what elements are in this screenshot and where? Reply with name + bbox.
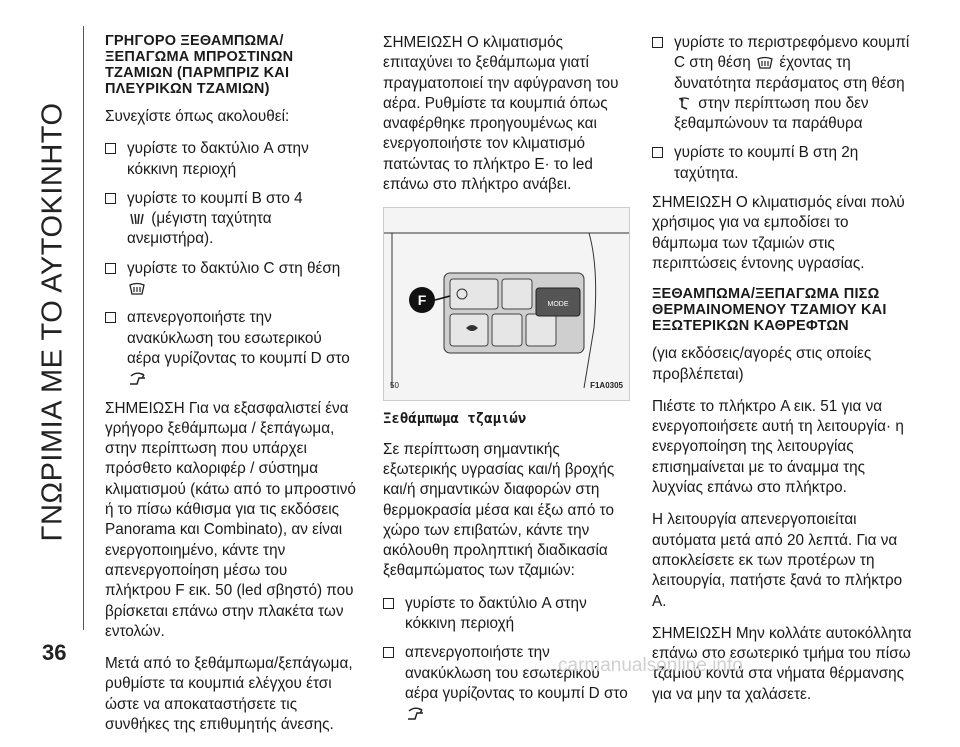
note-text: ΣΗΜΕΙΩΣΗ Για να εξασφαλιστεί ένα γρήγορο ξεθάμπωμα / ξεπάγωμα, στην περίπτωση που υπάρχει πρόσθετο καλοριφέρ / σύστημα κλιματισμού (κάτω από το μπροστινό ή το πίσω κάθισμα για τις εκδόσεις Panorama και Combinato), αν είναι ενεργοποιημένο, κάντε την απενεργοποίηση μέσω του πλήκτρου F εικ. 50 (led σβηστό) που βρίσκεται επάνω στην πλακέτα των εντολών. xyxy=(105,399,356,640)
note-text: ΣΗΜΕΙΩΣΗ Ο κλιματισμός επιταχύνει το ξεθάμπωμα γιατί πραγματοποιεί την αφύγρανση του αέρα. Ρυθμίστε τα κουμπιά όπως αναφέρθηκε προηγουμένως και ενεργοποιήστε τον κλιματισμό πατώντας το πλήκτρο E· το led επάνω στο πλήκτρο ανάβει. xyxy=(383,34,619,194)
step-text: γυρίστε το δακτύλιο C στη θέση xyxy=(127,259,341,277)
paragraph-text: Μετά από το ξεθάμπωμα/ξεπάγωμα, ρυθμίστε τα κουμπιά ελέγχου έτσι ώστε να αποκαταστήσετε τις συνθήκες της επιθυμητής άνεσης. xyxy=(105,655,353,734)
outside-air-icon xyxy=(129,372,147,386)
step-text: απενεργοποιήστε την ανακύκλωση του εσωτερικού αέρα γυρίζοντας το κουμπί D στο xyxy=(127,309,350,367)
windscreen-defrost-icon xyxy=(757,56,773,70)
checkbox-bullet-icon xyxy=(105,312,116,323)
step-item xyxy=(105,189,357,250)
paragraph-text: Σε περίπτωση σημαντικής εξωτερικής υγρασίας και/ή βροχής και/ή σημαντικών διαφορών στη θερμοκρασία μέσα και έξω από το χώρο των επιβατών, κάντε την ακόλουθη προληπτική διαδικασία ξεθαμπώματος των τζαμιών: xyxy=(383,440,615,580)
paragraph-text: Πιέστε το πλήκτρο A εικ. 51 για να ενεργοποιήσετε αυτή τη λειτουργία· η ενεργοποίηση της λειτουργίας επισημαίνεται με το άναμμα της λυχνίας επάνω στο πλήκτρο. xyxy=(652,397,904,497)
step-item xyxy=(105,139,357,180)
paragraph-text: (για εκδόσεις/αγορές στις οποίες προβλέπεται) xyxy=(652,345,872,383)
column-1 xyxy=(105,33,357,747)
section-heading-fast-defrost: ΓΡΗΓΟΡΟ ΞΕΘΑΜΠΩΜΑ/ ΞΕΠΑΓΩΜΑ ΜΠΡΟΣΤΙΝΩΝ ΤΖΑΜΙΩΝ (ΠΑΡΜΠΡΙΖ ΚΑΙ ΠΛΕΥΡΙΚΩΝ ΤΖΑΜΙΩΝ) xyxy=(105,33,294,97)
step-text: (μέγιστη ταχύτητα ανεμιστήρα). xyxy=(127,210,272,248)
callout-f-label: F xyxy=(417,292,427,309)
step-text: γυρίστε το περιστρεφόμενο κουμπί C στη θέση xyxy=(674,34,910,72)
step-item xyxy=(383,594,628,635)
step-item xyxy=(105,259,357,300)
checkbox-bullet-icon xyxy=(383,647,394,658)
watermark-text: carmanualsonline.info xyxy=(558,655,743,676)
checkbox-bullet-icon xyxy=(105,193,116,204)
step-text: στην περίπτωση που δεν ξεθαμπώνουν τα παράθυρα xyxy=(674,94,869,133)
note-text: ΣΗΜΕΙΩΣΗ Μην κολλάτε αυτοκόλλητα επάνω στο εσωτερικό τμήμα του πίσω τζαμιού κοντά στα νήματα θέρμανσης για να μην τα χαλάσετε. xyxy=(652,624,912,703)
step-text: απενεργοποιήστε την ανακύκλωση του εσωτερικού αέρα γυρίζοντας το κουμπί D στο xyxy=(405,644,628,702)
checkbox-bullet-icon xyxy=(105,263,116,274)
page-number: 36 xyxy=(42,640,67,665)
column-3 xyxy=(652,33,914,717)
intro-text: Συνεχίστε όπως ακολουθεί: xyxy=(105,108,290,125)
checkbox-bullet-icon xyxy=(383,598,394,609)
chapter-title-vertical xyxy=(28,14,78,629)
figure-code: F1A0305 xyxy=(590,381,623,391)
paragraph-text: Η λειτουργία απενεργοποιείται αυτόματα μετά από 20 λεπτά. Για να αποκλείσετε εκ των προτέρων τη λειτουργία, πατήστε ξανά το πλήκτρο A. xyxy=(652,511,903,610)
section-heading-window-defog: Ξεθάμπωμα τζαμιών xyxy=(383,411,527,428)
step-text: γυρίστε το δακτύλιο A στην κόκκινη περιοχή xyxy=(405,594,587,633)
checkbox-bullet-icon xyxy=(652,147,663,158)
column-2 xyxy=(383,33,628,734)
chapter-divider xyxy=(83,26,84,630)
figure-50 xyxy=(383,207,630,401)
step-item xyxy=(652,143,914,184)
windscreen-defrost-icon xyxy=(129,282,145,296)
checkbox-bullet-icon xyxy=(652,37,663,48)
fan-speed-icon xyxy=(129,212,145,226)
step-text: γυρίστε το κουμπί B στη 2η ταχύτητα. xyxy=(674,144,859,182)
chapter-title-text: ΓΝΩΡΙΜΙΑ ΜΕ ΤΟ ΑΥΤΟΚΙΝΗΤΟ xyxy=(36,101,69,542)
note-text: ΣΗΜΕΙΩΣΗ Ο κλιματισμός είναι πολύ χρήσιμος για να εμποδίσει το θάμπωμα των τζαμιών στις περιπτώσεις έντονης υγρασίας. xyxy=(652,194,905,272)
step-text: έχοντας τη δυνατότητα περάσματος στη θέση xyxy=(674,54,905,92)
section-heading-rear-defrost: ΞΕΘΑΜΠΩΜΑ/ΞΕΠΑΓΩΜΑ ΠΙΣΩ ΘΕΡΜΑΙΝΟΜΕΝΟΥ ΤΖΑΜΙΟΥ ΚΑΙ ΕΞΩΤΕΡΙΚΩΝ ΚΑΘΡΕΦΤΩΝ xyxy=(652,286,887,335)
step-item xyxy=(105,308,357,389)
mode-button-label: MODE xyxy=(547,301,569,309)
step-text: γυρίστε το κουμπί B στο 4 xyxy=(127,189,303,207)
control-panel-illustration xyxy=(384,208,629,400)
checkbox-bullet-icon xyxy=(105,143,116,154)
step-text: γυρίστε το δακτύλιο A στην κόκκινη περιοχή xyxy=(127,140,309,178)
figure-number: 50 xyxy=(390,381,399,391)
windscreen-feet-icon xyxy=(676,97,692,111)
outside-air-icon xyxy=(407,707,425,721)
step-item xyxy=(652,33,914,134)
